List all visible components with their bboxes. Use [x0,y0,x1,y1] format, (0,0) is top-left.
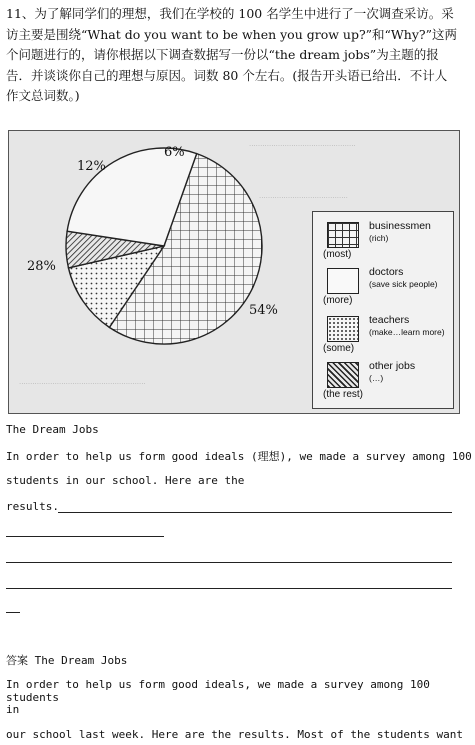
slice-label-teachers: 12% [77,159,106,174]
slice-label-other-jobs: 6% [164,145,185,160]
plain-pattern-swatch [327,268,359,294]
answer-line: our school last week. Here are the results. Most of the students want [6,728,463,741]
legend-label: (the rest) [323,389,364,400]
answer-title: 答案 The Dream Jobs [6,654,128,667]
blank-line [6,612,20,613]
blank-line [6,588,452,589]
question-line: 个问题进行的，请你根据以下调查数据写一份以“the dream jobs”为主题的报 [6,47,439,62]
legend-label: (more) [323,295,353,306]
survey-figure [8,130,460,414]
question-line: 访主要是围绕“What do you want to be when you grow up?”和“Why?”这两 [6,26,457,42]
question-text [6,4,468,107]
legend-name: other jobs [369,360,416,372]
legend-name: teachers [369,314,410,326]
legend-note: (save sick people) [369,279,438,289]
legend-note: (rich) [369,233,389,243]
legend-name: doctors [369,266,404,278]
legend-note: (make…learn more) [369,327,445,337]
grid-pattern-swatch [327,222,359,248]
answer-line: In order to help us form good ideals, we made a survey among 100 students [6,678,430,704]
question-line: 作文总词数。) [6,88,80,103]
legend-item-doctors [321,264,451,304]
essay-line: students in our school. Here are the [6,474,245,487]
legend-item-teachers [321,312,451,352]
legend-note: (…) [369,373,384,383]
legend-label: (most) [323,249,352,260]
answer-line: in [6,703,20,716]
essay-title: The Dream Jobs [6,423,99,436]
essay-line: results. [6,500,59,513]
chart-legend [312,211,454,409]
background-text: ......................................................... [19,377,146,386]
essay-line: In order to help us form good ideals (理想), we made a survey among 100 [6,450,472,463]
question-line: 告．并谈谈你自己的理想与原因。词数 80 个左右。(报告开头语已给出．不计人 [6,67,448,83]
legend-name: businessmen [369,220,431,232]
blank-line [6,536,164,537]
blank-line [58,512,452,513]
question-line: 11、为了解同学们的理想，我们在学校的 100 名学生中进行了一次调查采访。采 [6,6,454,21]
legend-item-other-jobs [321,358,451,398]
legend-item-businessmen [321,218,451,258]
legend-label: (some) [323,343,355,354]
slice-label-doctors: 28% [27,259,56,274]
slice-label-businessmen: 54% [249,303,278,318]
blank-line [6,562,452,563]
background-text: ................................................ [249,139,356,148]
background-text: ........................................ [259,191,348,200]
dot-pattern-swatch [327,316,359,342]
hatch-pattern-swatch [327,362,359,388]
